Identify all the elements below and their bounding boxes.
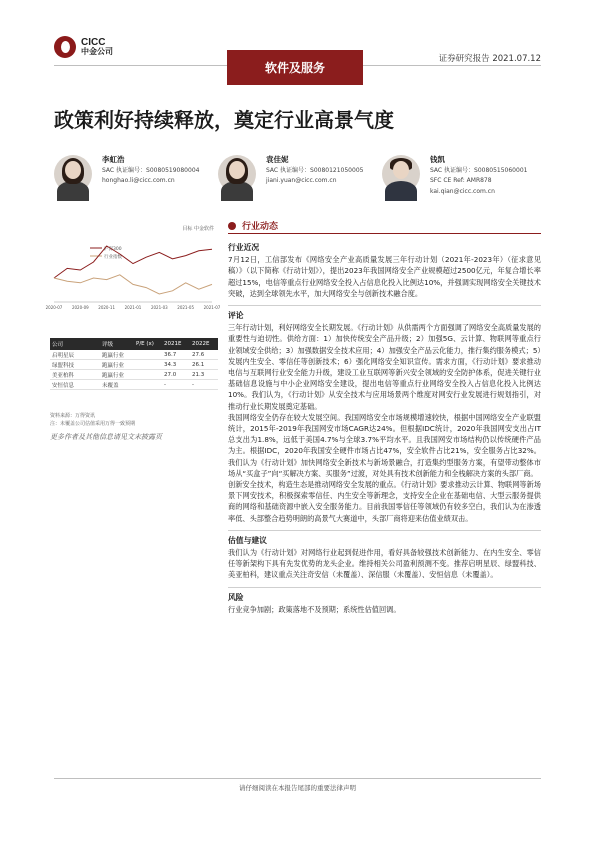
analyst-photo	[218, 155, 256, 193]
table-row	[50, 380, 218, 390]
x-tick-label: 2021-03	[150, 305, 168, 310]
source-note: 资料来源：万得资讯	[50, 413, 96, 419]
legend-label: 沪深300	[104, 247, 122, 252]
table-cell: 跑赢行业	[102, 372, 125, 379]
table-row	[50, 350, 218, 360]
table-cell: 跑赢行业	[102, 352, 125, 359]
paragraph: 我们认为《行动计划》对网络行业起到促进作用，看好具备较强技术创新能力、在内生安全、零信任等新架构下具有先发优势的龙头企业。维持相关公司盈利预测不变。推荐启明星辰、绿盟科技、美亚柏科，建议重点关注奇安信（未覆盖）、深信服（未覆盖）、安恒信息（未覆盖）。	[228, 548, 541, 580]
analyst-license: SAC 执证编号：S0080121050005	[266, 166, 364, 174]
chart-title: 目标 中金软件	[182, 226, 214, 232]
table-cell: 21.3	[192, 371, 205, 378]
section-heading-label: 行业动态	[242, 222, 279, 232]
header-rating: 评级	[102, 342, 114, 348]
analyst-name: 袁佳妮	[266, 155, 289, 164]
x-tick-label: 2021-01	[124, 305, 142, 310]
table-row	[50, 360, 218, 370]
performance-chart-svg	[45, 222, 221, 318]
cicc-logo	[54, 36, 113, 58]
subsection-heading: 行业近况	[228, 243, 260, 252]
header-2022e: 2022E	[192, 341, 210, 347]
paragraph: 三年行动计划，利好网络安全长期发展。《行动计划》从供需两个方面强调了网络安全高质量发展的重要性与迫切性。供给方面：1）加快传统安全产品升级；2）加强5G、云计算、物联网等重点行业领域安全供给；3）加强数据安全技术应用；4）加强安全产品云化能力，推行集约服务模式；5）发展内生安全、零信任等创新技术；6）强化网络安全知识宣传。需求方面，《行动计划》要求推动电信与互联网行业安全能力升级，建设工业互联网等新兴安全领域的安全防护体系，促进关键行业基础信息设施与中小企业网络安全建设，提出电信等重点行业网络安全投入占信息化投入比例达10%。我们认为，《行动计划》从安全技术与应用场景两个维度对网安行业发展进行规划指引，对推动行业长期发展奠定基础。	[228, 323, 541, 411]
stock-performance-chart	[45, 222, 221, 318]
x-tick-label: 2021-05	[177, 305, 195, 310]
paragraph: 创新安全技术，构造生态是推动网络安全发展的重点。《行动计划》要求推动云计算、物联网等新场景下网安技术，积极探索零信任、内生安全等新理念，支持安全企业在基础电信、大型云服务提供商的网络和基础资源中嵌入安全服务能力。目前我国零信任等领域仍有较多空白，我们认为在渗透率低、头部整合趋势明朗的高景气大赛道中，头部厂商将迎来估值业绩双击。	[228, 480, 541, 523]
table-header	[50, 338, 218, 350]
table-cell: 27.0	[164, 371, 177, 378]
cicc-logo-icon	[54, 36, 76, 58]
x-tick-label: 2020-09	[71, 305, 89, 310]
analyst-license: SAC 执证编号：S0080515060001	[430, 166, 528, 174]
analyst-name: 李虹浩	[102, 155, 125, 164]
analyst-email: honghao.li@cicc.com.cn	[102, 177, 175, 184]
table-cell: 跑赢行业	[102, 362, 125, 369]
series-line	[54, 246, 212, 278]
x-tick-label: 2021-07	[203, 305, 221, 310]
analyst-photo	[54, 155, 92, 193]
series-line	[54, 275, 212, 294]
report-title: 政策利好持续释放，奠定行业高景气度	[54, 108, 394, 132]
table-row	[50, 370, 218, 380]
bullet-icon	[228, 222, 236, 230]
subsection-heading: 评论	[228, 311, 244, 321]
logo-cn: 中金公司	[81, 47, 113, 57]
analyst-license: SAC 执证编号：S0080519080004	[102, 166, 200, 174]
table-cell: -	[192, 381, 194, 388]
x-tick-label: 2020-07	[45, 305, 63, 310]
table-cell: 36.7	[164, 351, 177, 358]
body-text	[228, 242, 541, 615]
header-company: 公司	[52, 342, 64, 348]
analyst-photo	[382, 155, 420, 193]
sector-tab: 软件及服务	[227, 50, 363, 85]
analyst-email: jiani.yuan@cicc.com.cn	[266, 177, 337, 184]
footnote: 注：未覆盖公司估值采用万得一致预期	[50, 421, 136, 427]
table-cell: 34.3	[164, 361, 177, 368]
paragraph: 我国网络安全仍存在较大发展空间。我国网络安全市场规模增速较快，根据中国网络安全产业联盟统计，2015年-2019年我国网安市场CAGR达24%。但根据IDC统计，2020年我国网安支出占IT总支出为1.8%，远低于美国4.7%与全球3.7%平均水平。且我国网安市场结构仍以传统硬件产品为主。根据IDC，2020年我国安全硬件市场占比47%，安全软件占比21%，安全服务占比32%。我们认为《行动计划》加快网络安全新技术与新场景融合，打造集约型服务方案，有望带动整体市场从“买盒子”向“买解决方案、买服务”过渡，对处具有技术创新能力和全栈解决方案的头部厂商。	[228, 412, 541, 478]
table-cell: -	[164, 381, 166, 388]
section-rule	[228, 233, 541, 234]
report-type-date: 证券研究报告 2021.07.12	[438, 54, 541, 64]
footer-rule	[54, 778, 541, 779]
legend-label: 行业指数	[104, 255, 122, 260]
table-cell: 27.6	[192, 351, 205, 358]
valuation-table	[50, 338, 218, 390]
header-2021e: 2021E	[164, 341, 182, 347]
analyst-license-sfc: SFC CE Ref: AMR878	[430, 177, 492, 184]
analyst-name: 钱凯	[430, 155, 445, 164]
table-cell: 绿盟科技	[52, 362, 75, 369]
logo-en: CICC	[81, 36, 106, 48]
paragraph: 7月12日，工信部发布《网络安全产业高质量发展三年行动计划（2021年-2023年）（征求意见稿）》（以下简称《行动计划》），提出2023年我国网络安全产业规模超过2500亿元，年复合增长率超过15%，电信等重点行业网络安全投入占信息化投入比例达10%，并强调实现网络安全关键技术突破，达到全球领先水平，加大网络安全与创新技术融合度。	[228, 255, 541, 298]
more-info-note: 更多作者及其他信息请见文末披露页	[50, 433, 162, 441]
footer-disclaimer: 请仔细阅读在本报告尾部的重要法律声明	[239, 784, 356, 792]
x-tick-label: 2020-11	[98, 305, 116, 310]
table-cell: 启明星辰	[52, 352, 75, 359]
section-heading	[228, 219, 278, 232]
subsection-heading: 估值与建议	[228, 535, 267, 545]
analyst-email: kai.qian@cicc.com.cn	[430, 187, 495, 195]
table-cell: 安恒信息	[52, 382, 75, 389]
subsection-heading: 风险	[228, 592, 244, 602]
paragraph: 行业竞争加剧；政策落地不及预期；系统性估值回调。	[228, 604, 401, 614]
table-source-note	[50, 412, 135, 428]
table-cell: 未覆盖	[102, 382, 119, 389]
header-pe: P/E (x)	[136, 341, 154, 347]
table-cell: 美亚柏科	[52, 372, 75, 379]
table-cell: 26.1	[192, 361, 205, 368]
